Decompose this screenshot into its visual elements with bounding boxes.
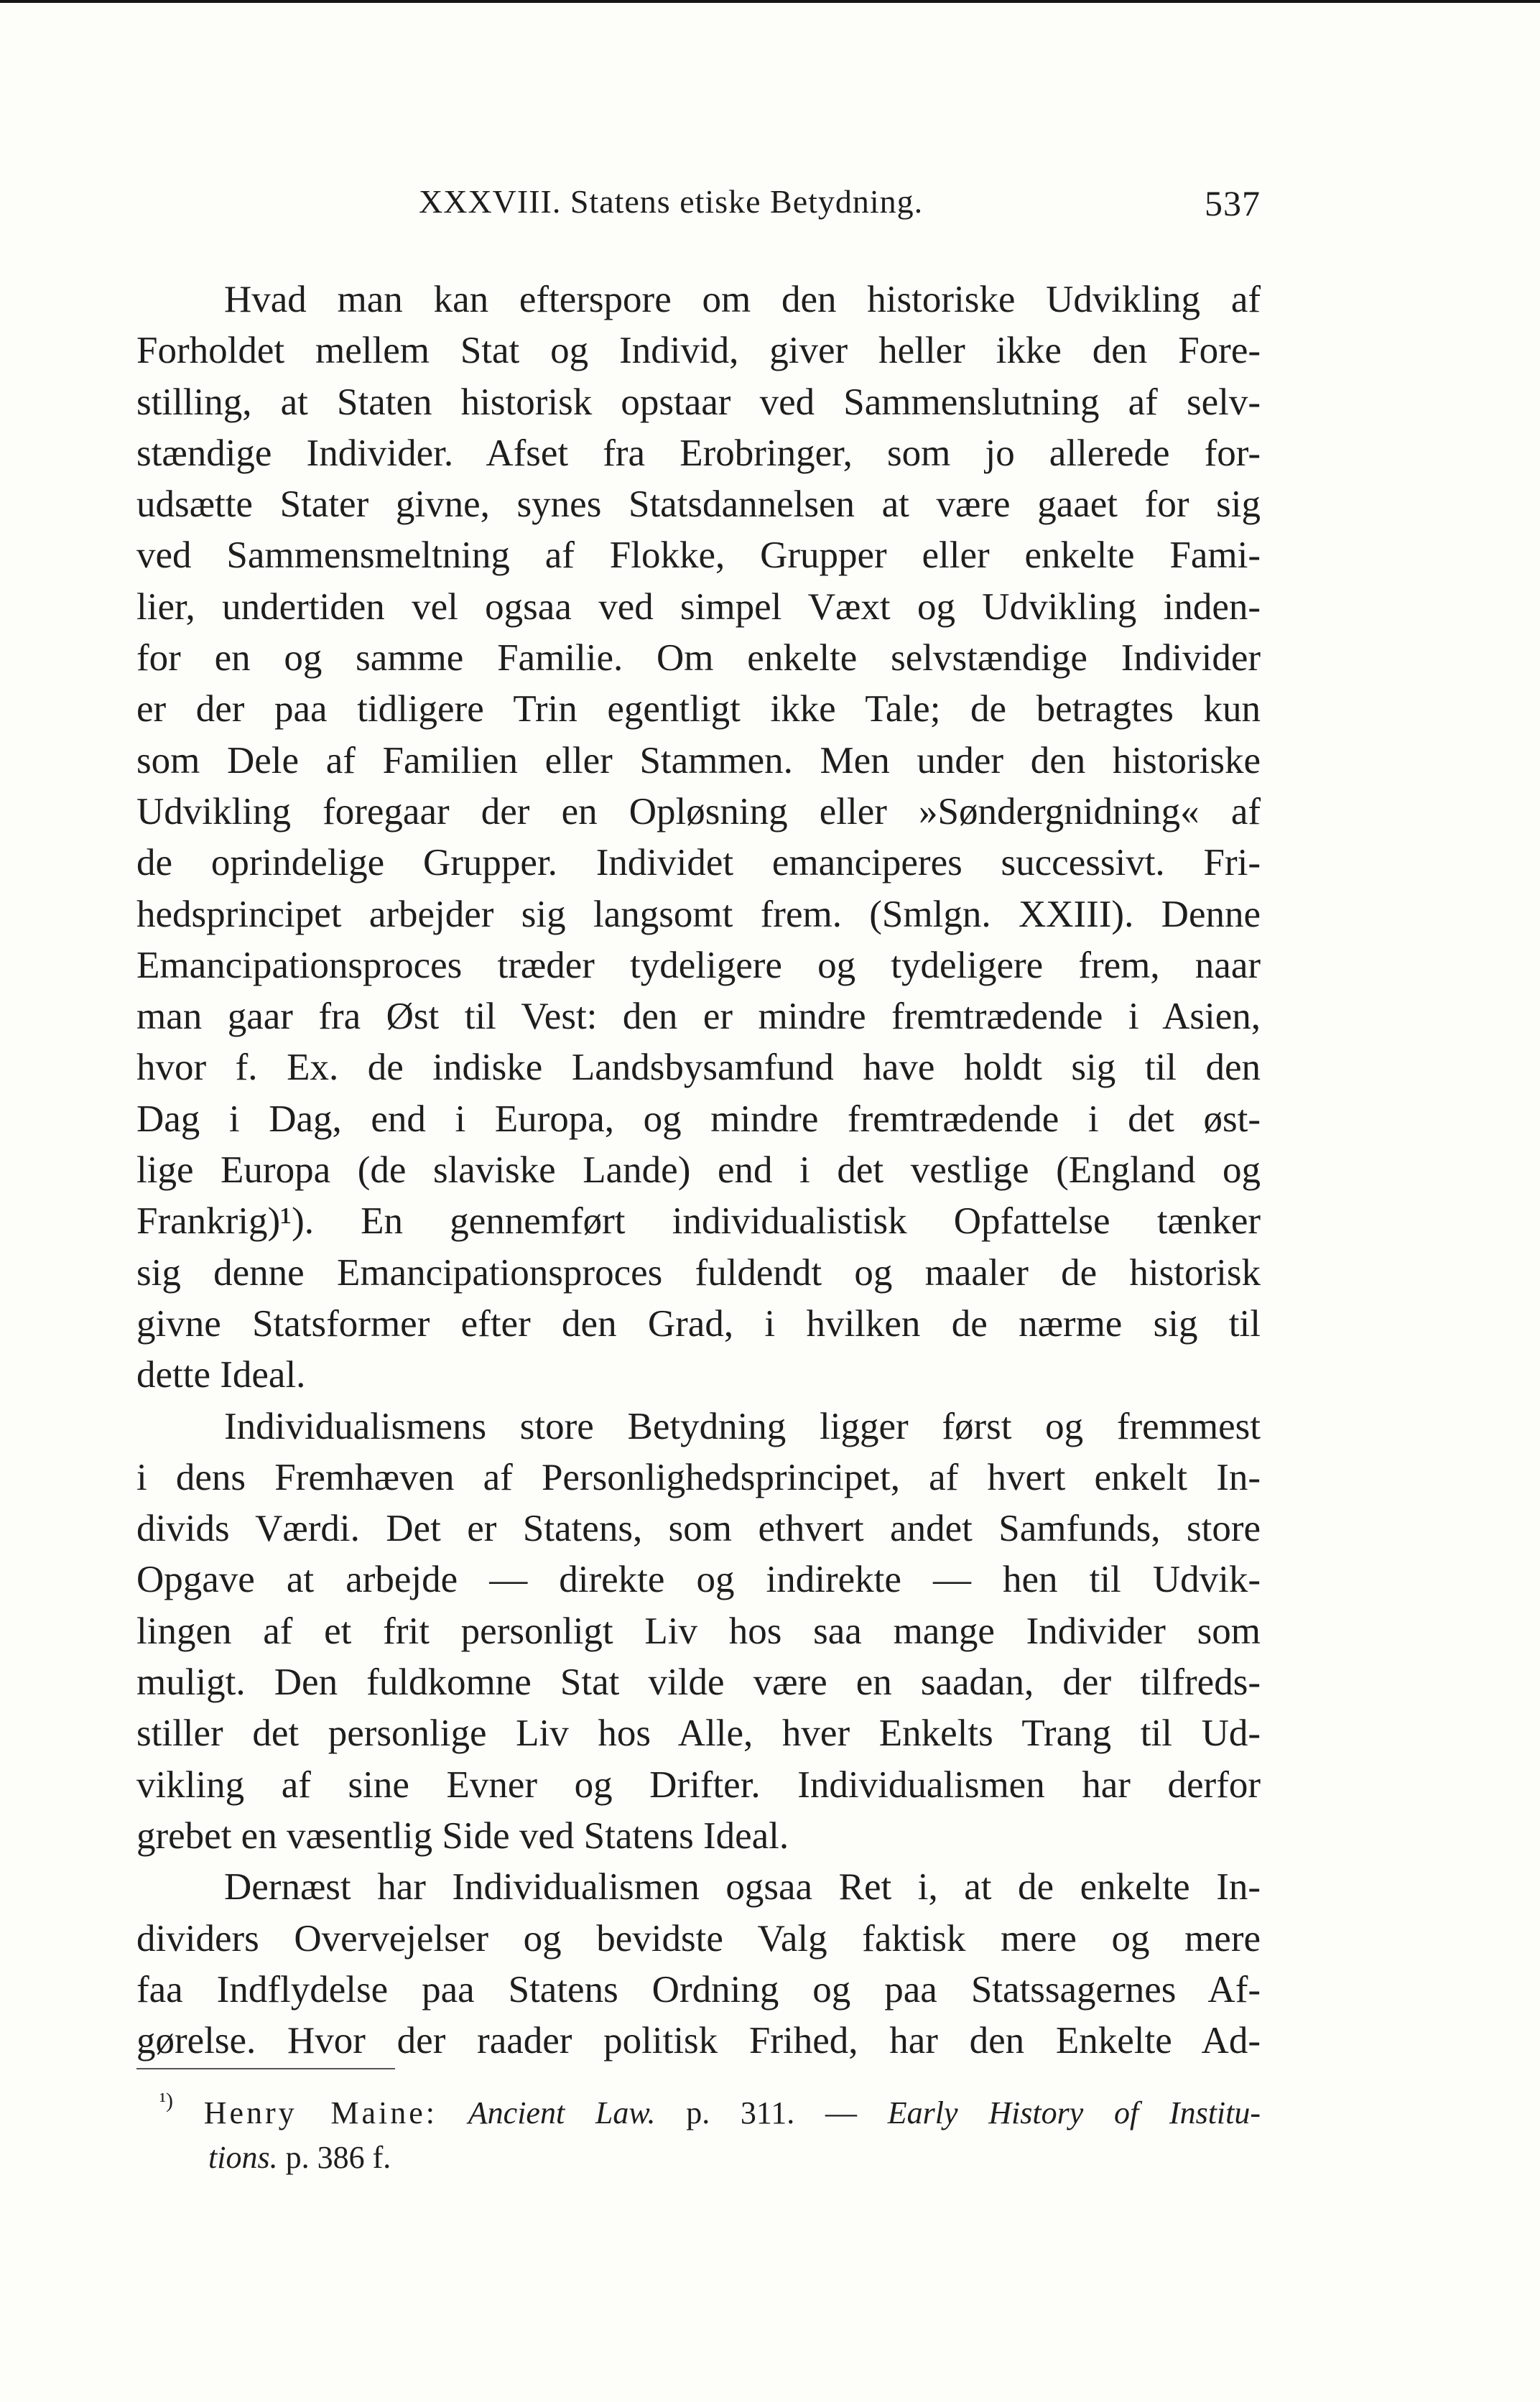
text-line: for en og samme Familie. Om enkelte selvstændige Individer: [136, 637, 1261, 680]
footnote-title-1: Ancient Law.: [468, 2095, 656, 2130]
text-line: Hvad man kan efterspore om den historiske Udvikling af: [224, 279, 1261, 320]
text-line: de oprindelige Grupper. Individet emanciperes successivt. Fri-: [136, 842, 1261, 884]
text-line: hedsprincipet arbejder sig langsomt frem. (Smlgn. XXIII). Denne: [136, 893, 1261, 935]
footnote-page-1: p. 311. —: [686, 2095, 858, 2130]
text-line: Individualismens store Betydning ligger først og fremmest: [224, 1405, 1261, 1447]
page-header: [136, 182, 1261, 226]
text-line: lingen af et frit personligt Liv hos saa mange Individer som: [136, 1610, 1261, 1652]
text-line: man gaar fra Øst til Vest: den er mindre fremtrædende i Asien,: [136, 996, 1261, 1038]
footnote-mark: ¹): [159, 2089, 173, 2113]
text-line: ved Sammensmeltning af Flokke, Grupper eller enkelte Fami-: [136, 534, 1261, 577]
text-line: i dens Fremhæven af Personlighedsprincipet, af hvert enkelt In-: [136, 1456, 1261, 1498]
running-title: XXXVIII. Statens etiske Betydning.: [419, 183, 924, 220]
footnote-page-2: p. 386 f.: [285, 2140, 391, 2175]
text-line: lier, undertiden vel ogsaa ved simpel Væxt og Udvikling inden-: [136, 585, 1261, 628]
text-line: som Dele af Familien eller Stammen. Men under den historiske: [136, 739, 1261, 782]
footnote-line-2: [136, 2136, 1261, 2180]
text-line: Forholdet mellem Stat og Individ, giver heller ikke den Fore-: [136, 330, 1261, 372]
text-line: Dernæst har Individualismen ogsaa Ret i, at de enkelte In-: [224, 1866, 1261, 1909]
text-line: stiller det personlige Liv hos Alle, hver Enkelts Trang til Ud-: [136, 1712, 1261, 1755]
text-line: hvor f. Ex. de indiske Landsbysamfund have holdt sig til den: [136, 1047, 1261, 1089]
text-line: lige Europa (de slaviske Lande) end i det vestlige (England og: [136, 1149, 1261, 1192]
text-line: sig denne Emancipationsproces fuldendt og maaler de historisk: [136, 1251, 1261, 1294]
text-line: Opgave at arbejde — direkte og indirekte — hen til Udvik-: [136, 1559, 1261, 1601]
text-line: dette Ideal.: [136, 1354, 306, 1396]
page-number: 537: [1205, 183, 1261, 223]
text-line: faa Indflydelse paa Statens Ordning og paa Statssagernes Af-: [136, 1968, 1261, 2011]
text-line: stændige Individer. Afset fra Erobringer, som jo allerede for-: [136, 432, 1261, 474]
body-text: [136, 274, 1261, 2067]
text-line: stilling, at Staten historisk opstaar ved Sammenslutning af selv-: [136, 381, 1261, 423]
text-line: vikling af sine Evner og Drifter. Individualismen har derfor: [136, 1763, 1261, 1806]
footnote-title-2a: Early History of Institu-: [887, 2095, 1261, 2130]
text-line: grebet en væsentlig Side ved Statens Ideal.: [136, 1814, 789, 1857]
footnote: [136, 2079, 1261, 2180]
text-line: Emancipationsproces træder tydeligere og tydeligere frem, naar: [136, 944, 1261, 986]
text-line: dividers Overvejelser og bevidste Valg faktisk mere og mere: [136, 1917, 1261, 1960]
footnote-title-2b: tions.: [208, 2140, 278, 2175]
footnote-author: Henry Maine:: [203, 2095, 438, 2130]
text-line: Dag i Dag, end i Europa, og mindre fremtrædende i det øst-: [136, 1098, 1261, 1140]
text-line: gørelse. Hvor der raader politisk Frihed, har den Enkelte Ad-: [136, 2020, 1261, 2062]
text-line: er der paa tidligere Trin egentligt ikke Tale; de betragtes kun: [136, 688, 1261, 731]
footnote-line-1: [136, 2079, 1261, 2136]
text-line: muligt. Den fuldkomne Stat vilde være en saadan, der tilfreds-: [136, 1661, 1261, 1704]
text-line: Frankrig)¹). En gennemført individualistisk Opfattelse tænker: [136, 1200, 1261, 1243]
text-line: givne Statsformer efter den Grad, i hvilken de nærme sig til: [136, 1302, 1261, 1345]
text-line: divids Værdi. Det er Statens, som ethvert andet Samfunds, store: [136, 1508, 1261, 1550]
text-line: Udvikling foregaar der en Opløsning eller »Søndergnidning« af: [136, 790, 1261, 833]
text-line: udsætte Stater givne, synes Statsdannelsen at være gaaet for sig: [136, 483, 1261, 526]
footnote-rule: [136, 2068, 395, 2069]
